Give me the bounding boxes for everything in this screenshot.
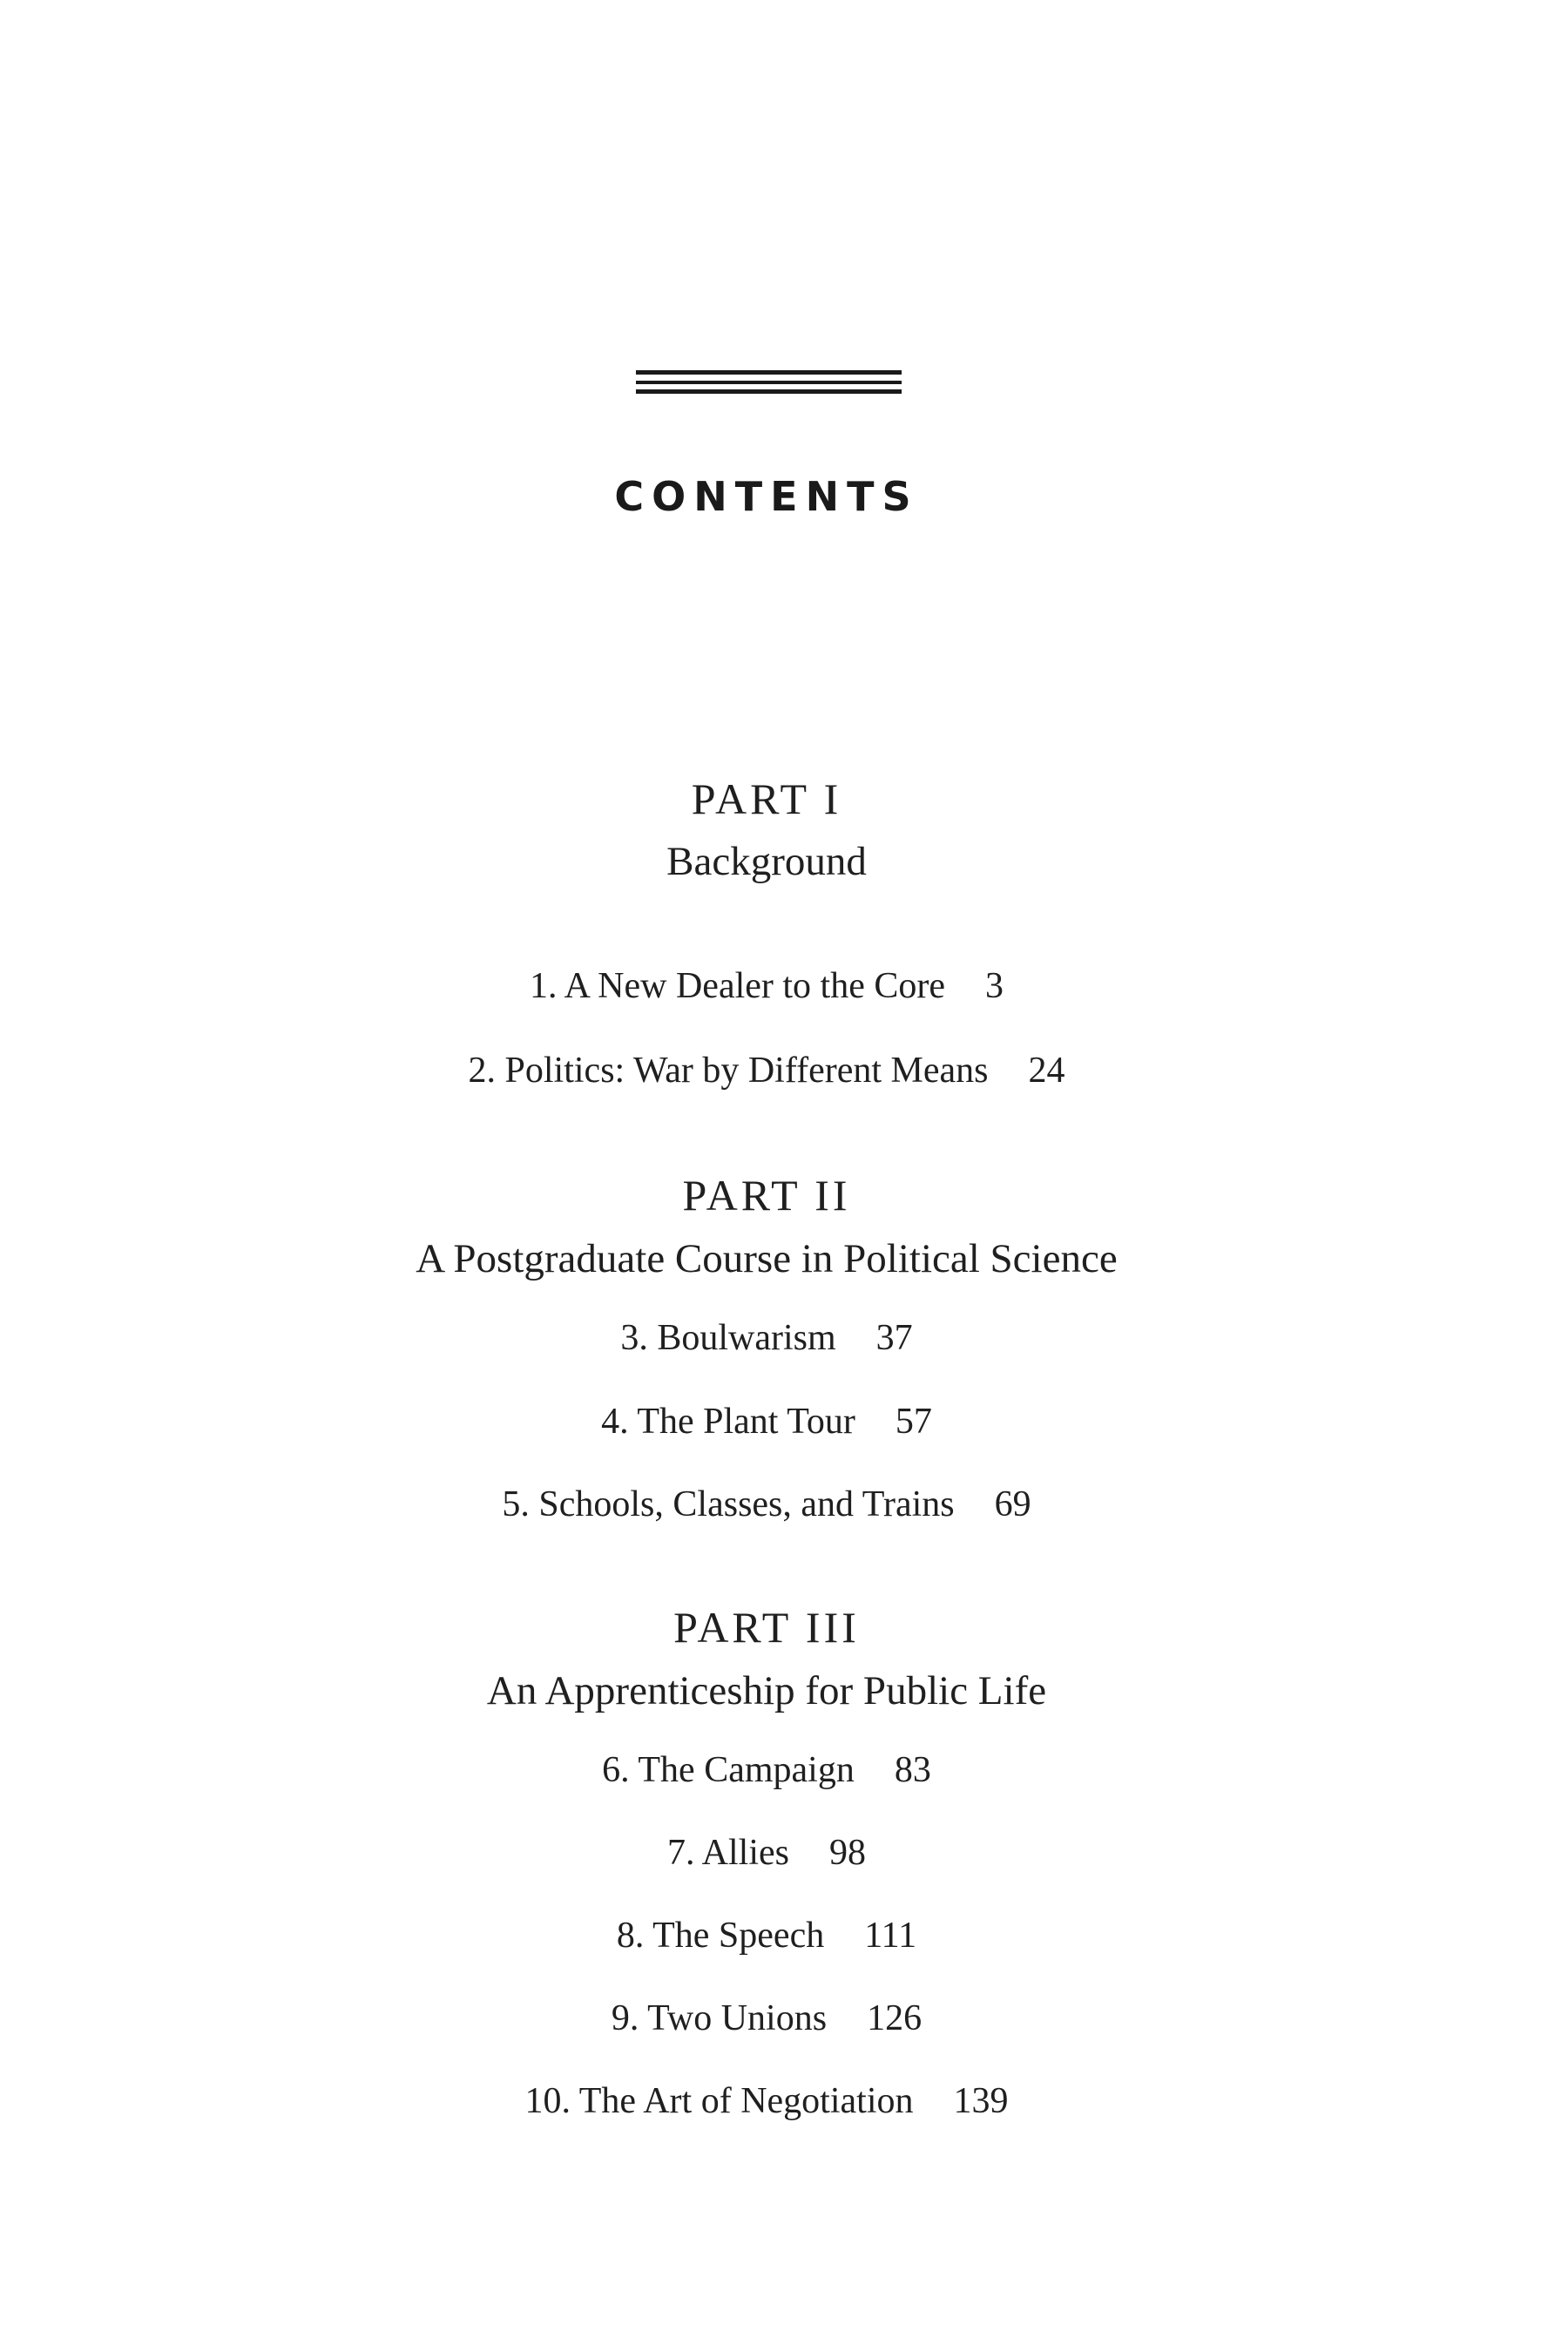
chapter-title: Boulwarism xyxy=(657,1318,836,1358)
chapter-title: A New Dealer to the Core xyxy=(564,966,946,1006)
chapter-number: 5. xyxy=(502,1484,530,1524)
chapter-title: Schools, Classes, and Trains xyxy=(538,1484,955,1524)
page-number: 69 xyxy=(994,1484,1031,1524)
chapter-number: 3. xyxy=(620,1318,648,1358)
ornament-rule xyxy=(636,389,902,394)
chapter-title: The Campaign xyxy=(638,1750,855,1790)
page-number: 57 xyxy=(895,1402,932,1442)
chapter-title: The Plant Tour xyxy=(637,1402,855,1442)
toc-entry[interactable] xyxy=(0,963,1533,1010)
page-number: 24 xyxy=(1028,1051,1065,1091)
toc-entry[interactable] xyxy=(0,1829,1533,1876)
part-label: PART II xyxy=(682,1171,851,1220)
chapter-title: The Art of Negotiation xyxy=(578,2081,914,2121)
part-title: Background xyxy=(666,839,867,884)
page-number: 3 xyxy=(985,966,1004,1006)
page-number: 126 xyxy=(867,1998,923,2038)
page-number: 37 xyxy=(875,1318,913,1358)
toc-entry[interactable] xyxy=(0,1398,1533,1445)
page-number: 83 xyxy=(894,1750,931,1790)
title-ornament-rules xyxy=(636,370,902,396)
page-number: 98 xyxy=(829,1833,866,1873)
chapter-number: 4. xyxy=(601,1402,629,1442)
chapter-number: 2. xyxy=(468,1051,497,1091)
part-title: An Apprenticeship for Public Life xyxy=(486,1668,1047,1713)
chapter-number: 8. xyxy=(616,1916,645,1956)
toc-entry[interactable] xyxy=(0,1912,1533,1959)
chapter-title: Two Unions xyxy=(647,1998,828,2038)
chapter-title: Allies xyxy=(701,1833,789,1873)
chapter-number: 6. xyxy=(602,1750,630,1790)
chapter-title: The Speech xyxy=(652,1916,825,1956)
chapter-number: 9. xyxy=(611,1998,639,2038)
page-number: 139 xyxy=(953,2081,1009,2121)
toc-entry[interactable] xyxy=(0,1995,1533,2042)
page-number: 111 xyxy=(864,1916,917,1956)
chapter-number: 10. xyxy=(524,2081,571,2121)
chapter-number: 1. xyxy=(529,966,558,1006)
part-label: PART III xyxy=(673,1603,860,1652)
page-title: CONTENTS xyxy=(614,473,919,520)
ornament-rule xyxy=(636,370,902,375)
part-label: PART I xyxy=(691,774,842,823)
chapter-number: 7. xyxy=(666,1833,695,1873)
toc-entry[interactable] xyxy=(0,2078,1533,2125)
chapter-title: Politics: War by Different Means xyxy=(504,1051,989,1091)
ornament-rule xyxy=(636,381,902,384)
toc-entry[interactable] xyxy=(0,1747,1533,1794)
toc-entry[interactable] xyxy=(0,1481,1533,1528)
part-title: A Postgraduate Course in Political Science xyxy=(416,1236,1118,1281)
toc-entry[interactable] xyxy=(0,1047,1533,1094)
toc-entry[interactable] xyxy=(0,1315,1533,1362)
